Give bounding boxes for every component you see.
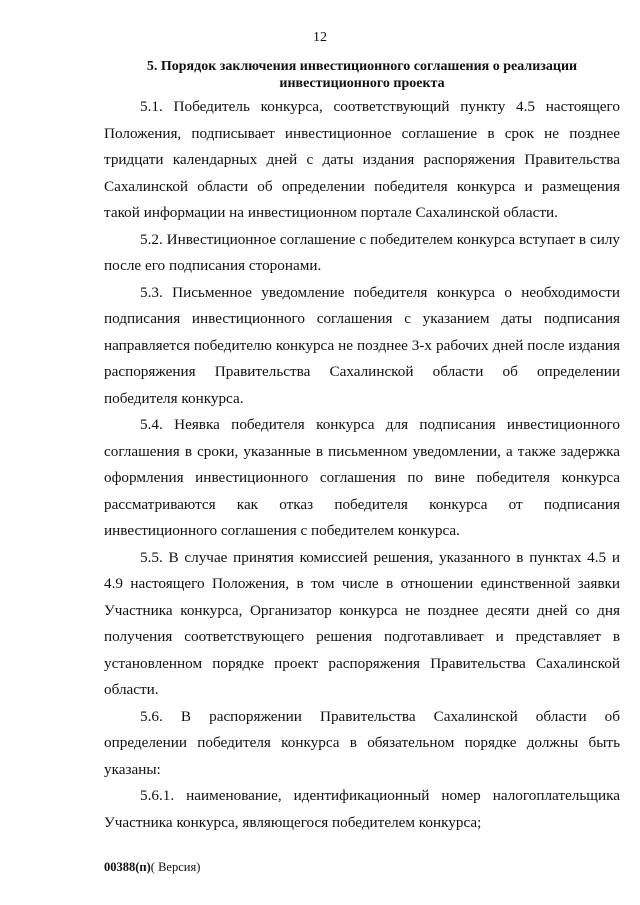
section-title: 5. Порядок заключения инвестиционного соглашения о реализации инвестиционного проекта <box>146 59 578 91</box>
paragraph-5-3: 5.3. Письменное уведомление победителя конкурса о необходимости подписания инвестиционного соглашения с указанием даты подписания направляется победителю конкурса не позднее 3-х рабочих дней после издания распоряжения Правительства Сахалинской области об определении победителя конкурса. <box>104 283 620 407</box>
paragraph-5-6: 5.6. В распоряжении Правительства Сахалинской области об определении победителя конкурса в обязательном порядке должны быть указаны: <box>104 707 620 778</box>
paragraph-5-1: 5.1. Победитель конкурса, соответствующий пункту 4.5 настоящего Положения, подписывает инвестиционное соглашение в срок не позднее тридцати календарных дней с даты издания распоряжения Правительства Сахалинской области об определении победителя конкурса и размещения такой информации на инвестиционном портале Сахалинской области. <box>104 98 620 221</box>
document-code: 00388(п) <box>104 860 151 874</box>
paragraph-5-4: 5.4. Неявка победителя конкурса для подписания инвестиционного соглашения в сроки, указанные в письменном уведомлении, а также задержка оформления инвестиционного соглашения по вине победителя конкурса рассматриваются как отказ победителя конкурса от подписания инвестиционного соглашения с победителем конкурса. <box>104 416 620 539</box>
document-version: ( Версия) <box>150 860 201 874</box>
paragraph-5-6-1: 5.6.1. наименование, идентификационный номер налогоплательщика Участника конкурса, являющегося победителем конкурса; <box>104 787 620 831</box>
document-footer <box>104 860 200 875</box>
page-number: 12 <box>313 30 327 45</box>
paragraph-5-2: 5.2. Инвестиционное соглашение с победителем конкурса вступает в силу после его подписания сторонами. <box>104 230 620 274</box>
paragraph-5-5: 5.5. В случае принятия комиссией решения, указанного в пунктах 4.5 и 4.9 настоящего Положения, в том числе в отношении единственной заявки Участника конкурса, Организатор конкурса не позднее десяти дней со дня получения соответствующего решения подготавливает и представляет в установленном порядке проект распоряжения Правительства Сахалинской области. <box>104 548 620 698</box>
document-body <box>104 58 620 836</box>
